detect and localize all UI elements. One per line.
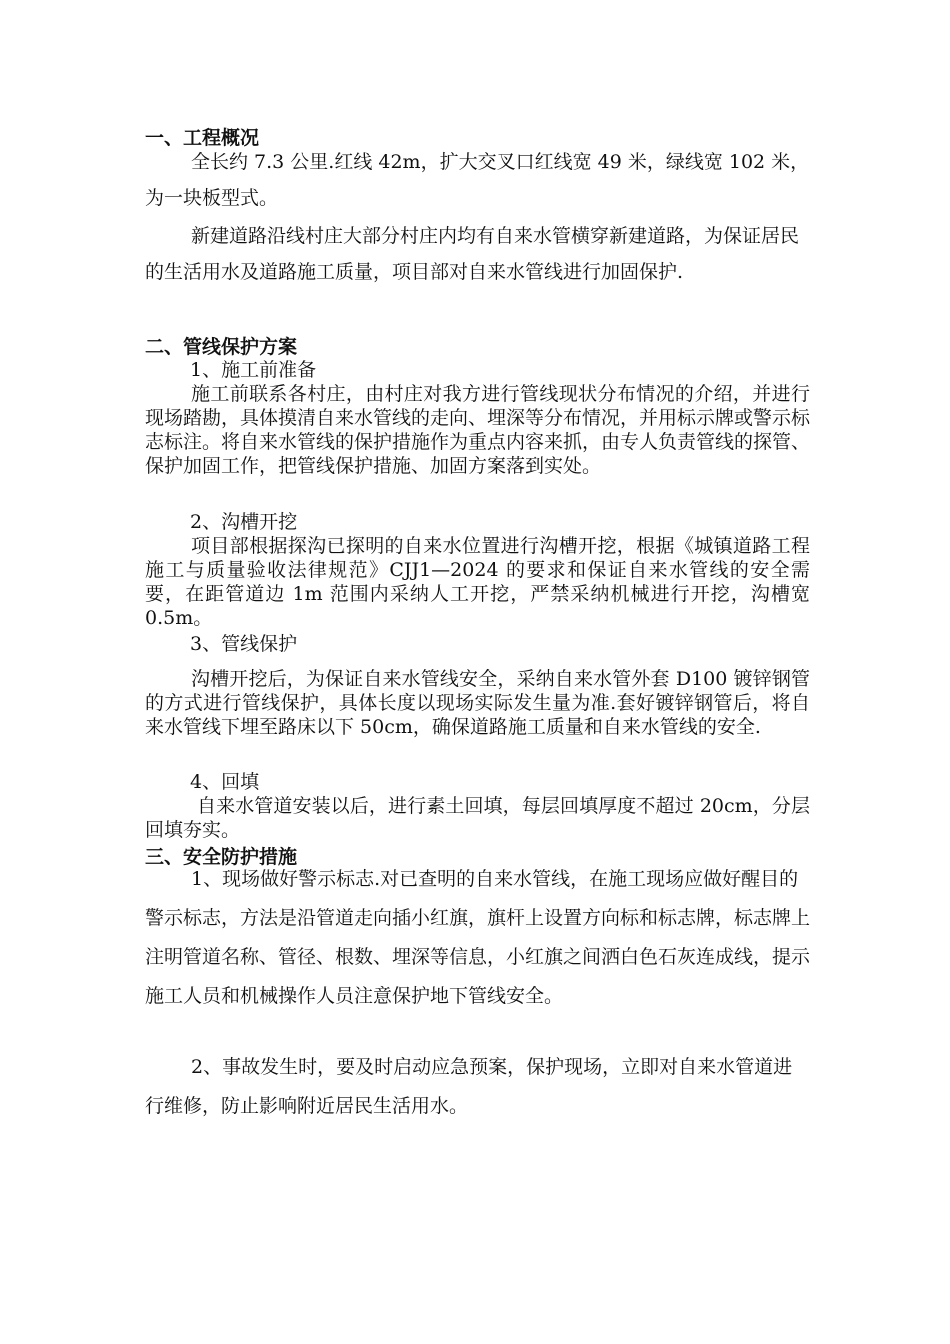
section-heading-safety: 三、安全防护措施 [145, 846, 298, 868]
overview-paragraph-protection: 新建道路沿线村庄大部分村庄内均有自来水管横穿新建道路，为保证居民的生活用水及道路施工质量，项目部对自来水管线进行加固保护. [145, 225, 800, 283]
subsection-title-trench: 2、沟槽开挖 [190, 511, 298, 533]
safety-paragraph-emergency: 2、事故发生时，要及时启动应急预案，保护现场，立即对自来水管道进行维修，防止影响附近居民生活用水。 [145, 1056, 793, 1117]
subsection-title-preparation: 1、施工前准备 [190, 359, 317, 381]
subsection-text-preparation: 施工前联系各村庄，由村庄对我方进行管线现状分布情况的介绍，并进行现场踏勘，具体摸清自来水管线的走向、埋深等分布情况，并用标示牌或警示标志标注。将自来水管线的保护措施作为重点内容来抓，由专人负责管线的探管、保护加固工作，把管线保护措施、加固方案落到实处。 [145, 383, 811, 477]
section-heading-overview: 一、工程概况 [145, 127, 260, 149]
subsection-title-backfill: 4、回填 [190, 771, 260, 793]
subsection-title-pipe-protection: 3、管线保护 [190, 633, 298, 655]
section-heading-protection-plan: 二、管线保护方案 [145, 336, 298, 358]
safety-paragraph-warning-signs: 1、现场做好警示标志.对已查明的自来水管线，在施工现场应做好醒目的警示标志，方法是沿管道走向插小红旗，旗杆上设置方向标和标志牌，标志牌上注明管道名称、管径、根数、埋深等信息，小红旗之间洒白色石灰连成线，提示施工人员和机械操作人员注意保护地下管线安全。 [145, 868, 811, 1007]
subsection-text-pipe-protection: 沟槽开挖后，为保证自来水管线安全，采纳自来水管外套 D100 镀锌钢管的方式进行管线保护，具体长度以现场实际发生量为准.套好镀锌钢管后，将自来水管线下埋至路床以下 50cm，确保道路施工质量和自来水管线的安全. [145, 668, 810, 738]
overview-paragraph-length: 全长约 7.3 公里.红线 42m，扩大交叉口红线宽 49 米，绿线宽 102 米，为一块板型式。 [145, 151, 810, 209]
subsection-text-backfill: 自来水管道安装以后，进行素土回填，每层回填厚度不超过 20cm，分层回填夯实。 [145, 795, 810, 841]
subsection-text-trench: 项目部根据探沟已探明的自来水位置进行沟槽开挖，根据《城镇道路工程施工与质量验收法律规范》CJJ1—2024 的要求和保证自来水管线的安全需要，在距管道边 1m 范围内采纳人工开挖，严禁采纳机械进行开挖，沟槽宽 0.5m。 [145, 535, 810, 629]
